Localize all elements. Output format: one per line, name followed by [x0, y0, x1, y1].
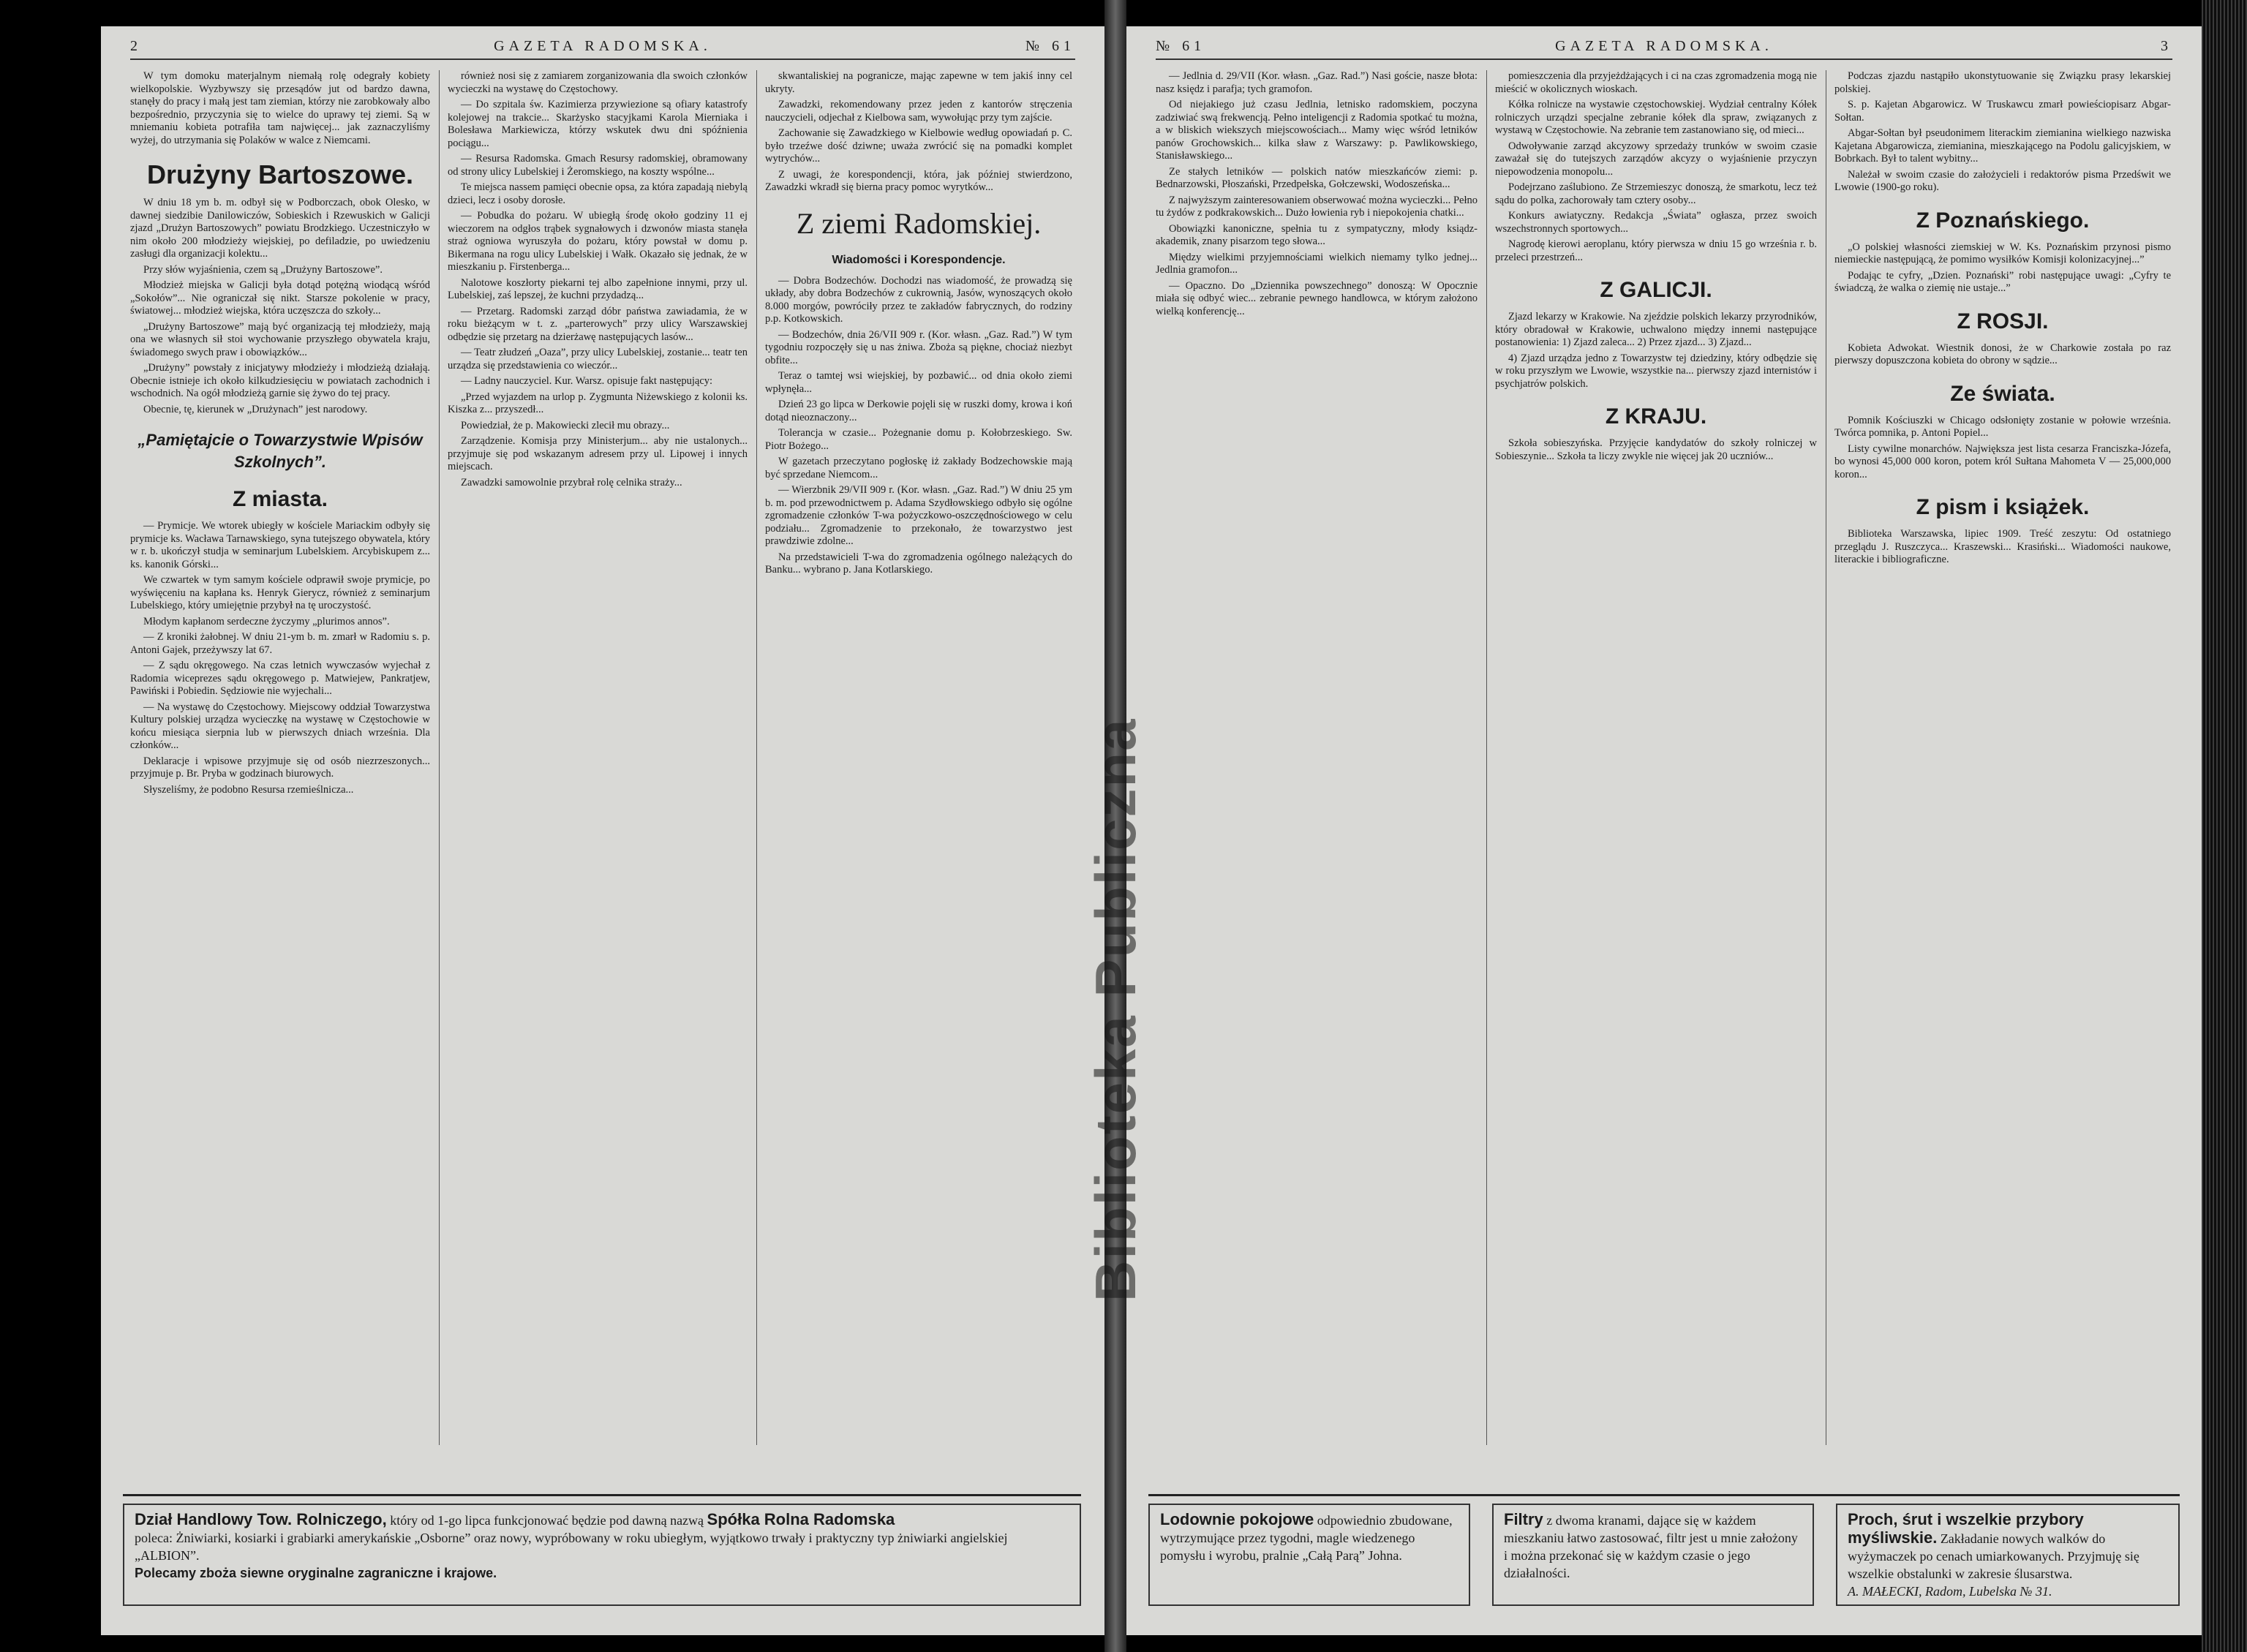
ad-text: z dwoma kranami, dające się w każdem mieszkaniu łatwo zastosować, filtr jest u mnie założony i można przekonać się w każdym czasie o jego działalności.: [1504, 1513, 1798, 1580]
column-rule: [756, 70, 757, 1445]
right-page: [1126, 26, 2202, 1635]
article-paragraph: S. p. Kajetan Abgarowicz. W Truskawcu zmarł powieściopisarz Abgar-Sołtan.: [1834, 99, 2171, 124]
column-rule: [439, 70, 440, 1445]
article-paragraph: Deklaracje i wpisowe przyjmuje się od osób niezrzeszonych... przyjmuje p. Br. Pryba w godzinach biurowych.: [130, 755, 430, 780]
page-number: 2: [130, 38, 142, 54]
article-paragraph: „Drużyny” powstały z inicjatywy młodzieży i młodzieżą działają. Obecnie istnieje ich około kilkudziesięciu w powiatach zachodnich i wschodnich. Na ogół młodzieżą garnie się żywo do tej pracy.: [130, 362, 430, 399]
column-left-2: [448, 70, 748, 1438]
article-paragraph: — Z sądu okręgowego. Na czas letnich wywczasów wyjechał z Radomia wiceprezes sądu okręgowego p. Matwiejew, Pankratjew, Pawiński i Pobiedin. Sędziowie nie wyjechali...: [130, 660, 430, 697]
article-paragraph: skwantaliskiej na pogranicze, mając zapewne w tem jakiś inny cel ukryty.: [765, 70, 1072, 95]
ad-text: który od 1-go lipca funkcjonować będzie pod dawną nazwą: [390, 1513, 704, 1528]
article-paragraph: — Na wystawę do Częstochowy. Miejscowy oddział Towarzystwa Kultury polskiej urządza wycieczkę na wystawę w Częstochowie w końcu miesiąca sierpnia lub w pierwszych dniach września. Dla członków...: [130, 701, 430, 751]
article-paragraph: — Dobra Bodzechów. Dochodzi nas wiadomość, że prowadzą się układy, aby dobra Bodzechów z cukrownią, Jasów, wynoszących około 8.000 morgów, powróciły przez te zakładów fabrycznych, do rodziny p.p. Kotkowskich.: [765, 274, 1072, 325]
ad-company-name: Spółka Rolna Radomska: [707, 1510, 895, 1528]
article-paragraph: Zawadzki samowolnie przybrał rolę celnika straży...: [461, 476, 682, 489]
article-paragraph: Z uwagi, że korespondencji, która, jak później stwierdzono, Zawadzki wkradł się bierna pracy pomoc wyrytków...: [765, 168, 1072, 193]
article-paragraph: Pomnik Kościuszki w Chicago odsłonięty zostanie w połowie września. Twórca pomnika, p. Antoni Popiel...: [1834, 414, 2171, 439]
article-paragraph: We czwartek w tym samym kościele odprawił swoje prymicje, po wyświęceniu na kapłana ks. Henryk Gierycz, również z seminarjum Lubelskiego, który umiejętnie przybył na tę uroczystość.: [130, 574, 430, 611]
article-paragraph: „O polskiej własności ziemskiej w W. Ks. Poznańskim przynosi pismo niemieckie następującą, że pomimo wysiłków Komisji kolonizacyjnej...”: [1834, 241, 2171, 265]
article-paragraph: — Przetarg. Radomski zarząd dóbr państwa zawiadamia, że w roku bieżącym w t. z. „parterowych” przy ulicy Warszawskiej odbędzie się przetarg na dzierżawę następujących lasów...: [448, 305, 748, 343]
article-paragraph: — Opaczno. Do „Dziennika powszechnego” donoszą: W Opocznie miała się odbyć wiec... zebranie pewnego handlowca, w którym założono wielką konferencję...: [1156, 279, 1478, 317]
ad-signature: A. MAŁECKI, Radom, Lubelska № 31.: [1848, 1584, 2052, 1599]
ad-text: Zakładanie nowych walków do wyżymaczek po cenach umiarkowanych. Przyjmuję się wszelkie obstalunki w zakresie ślusarstwa.: [1848, 1531, 2139, 1581]
article-paragraph: 4) Zjazd urządza jedno z Towarzystw tej dziedziny, który odbędzie się w roku przyszłym we Lwowie, wszystkie na... pierwszy zjazd internistów i psychjatrów polskich.: [1495, 352, 1817, 390]
article-paragraph: Biblioteka Warszawska, lipiec 1909. Treść zeszytu: Od ostatniego przeglądu J. Ruszczyca... Kraszewski... Krasiński... Wiadomości naukowe, literackie i bibliograficzne.: [1834, 528, 2171, 565]
column-left-3: [765, 70, 1072, 1438]
article-paragraph: pomieszczenia dla przyjeżdżających i ci na czas zgromadzenia mogą nie mieścić w okolicznych wioskach.: [1495, 70, 1817, 95]
running-title: GAZETA RADOMSKA.: [1555, 38, 1773, 54]
article-paragraph: Kobieta Adwokat. Wiestnik donosi, że w Charkowie została po raz pierwszy dopuszczona kobieta do obrony w sądzie...: [1834, 342, 2171, 366]
article-paragraph: Podejrzano zaślubiono. Ze Strzemieszyc donoszą, że smarkotu, lecz też sądu do polka, zachorowały tam cztery osoby...: [1495, 181, 1817, 206]
article-paragraph: W gazetach przeczytano pogłoskę iż zakłady Bodzechowskie mają być sprzedane Niemcom...: [765, 456, 1072, 480]
article-paragraph: — Jedlnia d. 29/VII (Kor. własn. „Gaz. Rad.”) Nasi goście, nasze błota: nasz księdz i parafja; tych gramofon.: [1156, 70, 1478, 95]
article-paragraph: — Do szpitala św. Kazimierza przywiezione są ofiary katastrofy kolejowej na trakcie... Skarżysko stacyjkami Karola Mierniaka i Bolesława Markiewicza, którzy wskutek dwu dni spóźnienia pociągu...: [448, 99, 748, 149]
article-paragraph: Obowiązki kanoniczne, spełnia tu z sympatyczny, młody ksiądz-akademik, znany pisarzom tego słowa...: [1156, 222, 1478, 247]
article-paragraph: Kółka rolnicze na wystawie częstochowskiej. Wydział centralny Kółek rolniczych urządzi specjalne zebranie kółek dla spraw, związanych z wystawą w Częstochowie. Na zebranie tem zastanowiano się, od mieci...: [1495, 99, 1817, 136]
issue-number: № 61: [1156, 38, 1206, 54]
article-paragraph: Zawadzki, rekomendowany przez jeden z kantorów stręczenia nauczycieli, odjechał z Kielbowa sam, wywołując przy tym zajście.: [765, 99, 1072, 124]
article-paragraph: Zjazd lekarzy w Krakowie. Na zjeździe polskich lekarzy przyrodników, który obradował w Krakowie, uchwalono między innemi następujące postanowienia: 1) Zjazd zaleca... 2) Przez zjazd... 3) Zjazd...: [1495, 311, 1817, 348]
article-paragraph: W dniu 18 ym b. m. odbył się w Podborczach, obok Olesko, w dawnej siedzibie Danilowiczów, Sobieskich i Rzewuskich w Galicji zjazd „Drużyn Bartoszowych” powiatu Brodzkiego. Uczestniczyło w nim około 200 młodzieży wiejskiej, po defiladzie, po uwiedzeniu zasługi dla organizacji kolektu...: [130, 197, 430, 260]
left-page: [101, 26, 1104, 1635]
advertisement-spolka-rolna: [123, 1504, 1081, 1606]
column-right-3: [1834, 70, 2171, 1438]
article-paragraph: — Resursa Radomska. Gmach Resursy radomskiej, obramowany od strony ulicy Lubelskiej i Żeromskiego, na koszty wspólne...: [448, 153, 748, 178]
article-paragraph: Abgar-Sołtan był pseudonimem literackim ziemianina wielkiego nazwiska Kajetana Abgarowicza, ziemianina, mieszkającego na Podolu galicyjskiem, w Bobrkach. Był to talent wybitny...: [1834, 127, 2171, 165]
article-paragraph: Młodzież miejska w Galicji była dotąd potężną wiodącą wśród „Sokołów”... Nie ograniczał się nikt. Starsze pokolenie w pracy, światowej... młodzież wiejska, która uczęszcza do szkoły...: [130, 279, 430, 317]
advertisement-row: [1148, 1494, 2180, 1613]
article-paragraph: Dzień 23 go lipca w Derkowie pojęli się w ruszki domy, krowa i koń dotąd nieoznaczony...: [765, 399, 1072, 423]
article-paragraph: — Bodzechów, dnia 26/VII 909 r. (Kor. własn. „Gaz. Rad.”) W tym tygodniu rozpoczęły się u nas żniwa. Zboża są piękne, chociaż niezbyt obfite...: [765, 328, 1072, 366]
article-paragraph: Odwoływanie zarząd akcyzowy sprzedaży trunków w swoim czasie zaważał się do tutejszych zarządów akcyzy o wyjaśnienie przyczyn niepowodzenia monopolu...: [1495, 140, 1817, 178]
article-paragraph: Przy słów wyjaśnienia, czem są „Drużyny Bartoszowe”.: [143, 263, 383, 276]
library-stamp: Biblioteka Publiczna: [1083, 717, 1148, 1302]
section-heading: Z GALICJI.: [1600, 278, 1712, 302]
running-header: [1156, 37, 2172, 60]
article-paragraph: Teraz o tamtej wsi wiejskiej, by pozbawić... od dnia około ziemi wpłynęła...: [765, 370, 1072, 395]
article-paragraph: Słyszeliśmy, że podobno Resursa rzemieślnicza...: [143, 783, 354, 796]
column-rule: [1486, 70, 1487, 1445]
ad-headline: Filtry: [1504, 1510, 1543, 1528]
advertisement-row: [123, 1494, 1081, 1613]
advertisement-filtry: [1492, 1504, 1814, 1606]
article-paragraph: Obecnie, tę, kierunek w „Drużynach” jest narodowy.: [143, 403, 368, 415]
article-paragraph: — Pobudka do pożaru. W ubiegłą środę około godziny 11 ej wieczorem na odgłos trąbek sygnałowych i dzwonów miasta stanęła straż ogniowa wyruszyła do pożaru, który powstał w domu p. Bikermana na rogu ulicy Lubelskiej i Wałk. Okazało się jednak, że w mieszkaniu p. Firstenberga...: [448, 210, 748, 273]
article-paragraph: Między wielkimi przyjemnościami wielkich niemamy tylko jednej... Jedlnia gramofon...: [1156, 251, 1478, 276]
section-heading: Z pism i książek.: [1916, 495, 2090, 519]
article-paragraph: Młodym kapłanom serdeczne życzymy „plurimos annos”.: [143, 615, 390, 627]
ad-text: odpowiednio zbudowane, wytrzymujące przez tygodni, magle wiedzenego pomysłu i wyrobu, pralnie „Całą Parą” Johna.: [1160, 1513, 1453, 1563]
column-right-1: [1156, 70, 1478, 1438]
article-paragraph: Nagrodę kierowi aeroplanu, który pierwsza w dniu 15 go września r. b. przeleci przestrzeń...: [1495, 238, 1817, 263]
running-title: GAZETA RADOMSKA.: [494, 38, 712, 54]
article-paragraph: Zachowanie się Zawadzkiego w Kielbowie według opowiadań p. C. było trzeźwe dość dziwne; uważa zwrócić się na pomadki komplet wytrychów...: [765, 127, 1072, 165]
article-paragraph: — Z kroniki żałobnej. W dniu 21-ym b. m. zmarł w Radomiu s. p. Antoni Gajek, przeżywszy lat 67.: [130, 631, 430, 656]
article-paragraph: Podczas zjazdu nastąpiło ukonstytuowanie się Związku prasy lekarskiej polskiej.: [1834, 70, 2171, 95]
article-paragraph: Te miejsca nassem pamięci obecnie opsa, za która zapadają niebylą dzieci, lecz i osoby dorosłe.: [448, 181, 748, 206]
advertisement-lodownie: [1148, 1504, 1470, 1606]
article-paragraph: Listy cywilne monarchów. Największa jest lista cesarza Franciszka-Józefa, bo wynosi 45,000 000 koron, potem król Sułtana Mahometa V — 25,000,000 koron...: [1834, 442, 2171, 480]
article-paragraph: — Ladny nauczyciel. Kur. Warsz. opisuje fakt następujący:: [461, 375, 713, 387]
ad-headline: Proch, śrut i wszelkie przybory myśliwskie.: [1848, 1510, 2084, 1547]
article-paragraph: Ze stałych letników — polskich natów mieszkańców ziemi: p. Bednarzowski, Płoszański, Przedpełska, Gołczewski, Wodoszeńska...: [1156, 165, 1478, 190]
article-paragraph: Konkurs awiatyczny. Redakcja „Świata” ogłasza, przez swoich wszechstronnych sportowych...: [1495, 210, 1817, 235]
article-paragraph: Szkoła sobieszyńska. Przyjęcie kandydatów do szkoły rolniczej w Sobieszynie... Szkoła ta liczy zwykle nie więcej jak 20 uczniów...: [1495, 437, 1817, 462]
section-heading: Z KRAJU.: [1605, 404, 1707, 429]
section-heading: Z Poznańskiego.: [1916, 208, 2090, 233]
section-heading: Ze świata.: [1950, 381, 2055, 406]
article-paragraph: Od niejakiego już czasu Jedlnia, letnisko radomskiem, poczyna zadziwiać swą frekwencją. Pełno inteligencji z Radomia spotkać tu można, a w bliskich wiekszych miejscowościach... Mamy więc wśród letników panów Grochowskich... kilka sław z Warszawy: p. Pawlikowskiego, Stanisławskiego...: [1156, 99, 1478, 162]
running-header: [130, 37, 1075, 60]
article-paragraph: Z najwyższym zainteresowaniem obserwować można wycieczki... Pełno tu żydów z podkrakowskich... Dużo łowienia ryb i niepokojenia chatki...: [1156, 194, 1478, 219]
column-left-1: [130, 70, 430, 1438]
section-heading: Z ROSJI.: [1957, 309, 2049, 333]
article-paragraph: „Przed wyjazdem na urlop p. Zygmunta Niżewskiego z kolonii ks. Kiszka z... przyszedł...: [448, 391, 748, 415]
article-paragraph: — Wierzbnik 29/VII 909 r. (Kor. własn. „Gaz. Rad.”) W dniu 25 ym b. m. pod przewodnictwem p. Adama Szydłowskiego odbyło się ogólne zgromadzenie członków T-wa pożyczkowo-oszczędnościowego w celu podziału... Zgromadzenie to przekonało, że towarzystwo jest prawdziwie zdolne...: [765, 484, 1072, 547]
page-number: 3: [2161, 38, 2172, 54]
article-paragraph: Nalotowe koszłorty piekarni tej albo zapełnione innymi, przy ul. Lubelskiej, zaś lepszej, że kuchni przydadzą...: [448, 276, 748, 301]
article-paragraph: Tolerancja w czasie... Pożegnanie domu p. Kołobrzeskiego. Sw. Piotr Bożego...: [765, 427, 1072, 452]
article-paragraph: Należał w swoim czasie do założycieli i redaktorów pisma Przedświt we Lwowie (1900-go roku).: [1834, 168, 2171, 193]
ad-headline: Dział Handlowy Tow. Rolniczego,: [135, 1510, 387, 1528]
section-heading: „Pamiętajcie o Towarzystwie Wpisów Szkolnych”.: [138, 431, 423, 471]
section-heading: Drużyny Bartoszowe.: [146, 159, 414, 189]
article-paragraph: również nosi się z zamiarem zorganizowania dla swoich członków wycieczki na wystawę do Częstochowy.: [448, 70, 748, 95]
article-paragraph: — Teatr złudzeń „Oaza”, przy ulicy Lubelskiej, zostanie... teatr ten urządza się przedstawienia co wieczór...: [448, 347, 748, 371]
page-edges: [2202, 0, 2247, 1652]
ad-text: poleca: Żniwiarki, kosiarki i grabiarki amerykańskie „Osborne” oraz nowy, wypróbowany w roku ubiegłym, wyjątkowo trwały i praktyczny typ żniwiarki angielskiej „ALBION”.: [135, 1531, 1008, 1563]
advertisement-malecki: [1836, 1504, 2180, 1606]
section-heading: Z ziemi Radomskiej.: [796, 206, 1042, 240]
section-heading: Z miasta.: [232, 487, 328, 511]
section-heading: Wiadomości i Korespondencje.: [832, 253, 1006, 266]
ad-footer: Polecamy zboża siewne oryginalne zagraniczne i krajowe.: [135, 1566, 497, 1580]
column-right-2: [1495, 70, 1817, 1438]
article-paragraph: Powiedział, że p. Makowiecki zlecił mu obrazy...: [461, 419, 670, 431]
article-paragraph: Zarządzenie. Komisja przy Ministerjum... aby nie ustalonych... przyjmuje się pod wskazanym adresem przy ul. Lipowej i innych miejscach.: [448, 435, 748, 472]
issue-number: № 61: [1025, 38, 1075, 54]
article-paragraph: W tym domoku materjalnym niemałą rolę odegrały kobiety wielkopolskie. Wyzbywszy się przesądów jut od bardzo dawna, stanęły do pracy i małą jest tam ziemian, którzy nie zarobkowały albo bezpośrednio, przyczynia się to wielce do uprawy tej ziemi. Są w mniemaniu kobieta potrafiła tam najwięcej... jak zaznaczyliśmy wyżej, do utrzymania się Polaków w walce z Niemcami.: [130, 70, 430, 146]
article-paragraph: „Drużyny Bartoszowe” mają być organizacją tej młodzieży, mają ona we własnych sił stoi wychowanie przyszłego obywatela kraju, świadomego swych praw i obowiązków...: [130, 320, 430, 358]
article-paragraph: — Prymicje. We wtorek ubiegły w kościele Mariackim odbyły się prymicje ks. Wacława Tarnawskiego, syna tutejszego obywatela, który w r. b. ukończył studja w seminarjum Lubelskiem. Arcybiskupem z... ks. kanonik Górski...: [130, 520, 430, 570]
article-paragraph: Na przedstawicieli T-wa do zgromadzenia ogólnego należących do Banku... wybrano p. Jana Kotlarskiego.: [765, 551, 1072, 576]
article-paragraph: Podając te cyfry, „Dzien. Poznański” robi następujące uwagi: „Cyfry te świadczą, że walka o ziemię nie ustaje...”: [1834, 269, 2171, 294]
ad-headline: Lodownie pokojowe: [1160, 1510, 1314, 1528]
